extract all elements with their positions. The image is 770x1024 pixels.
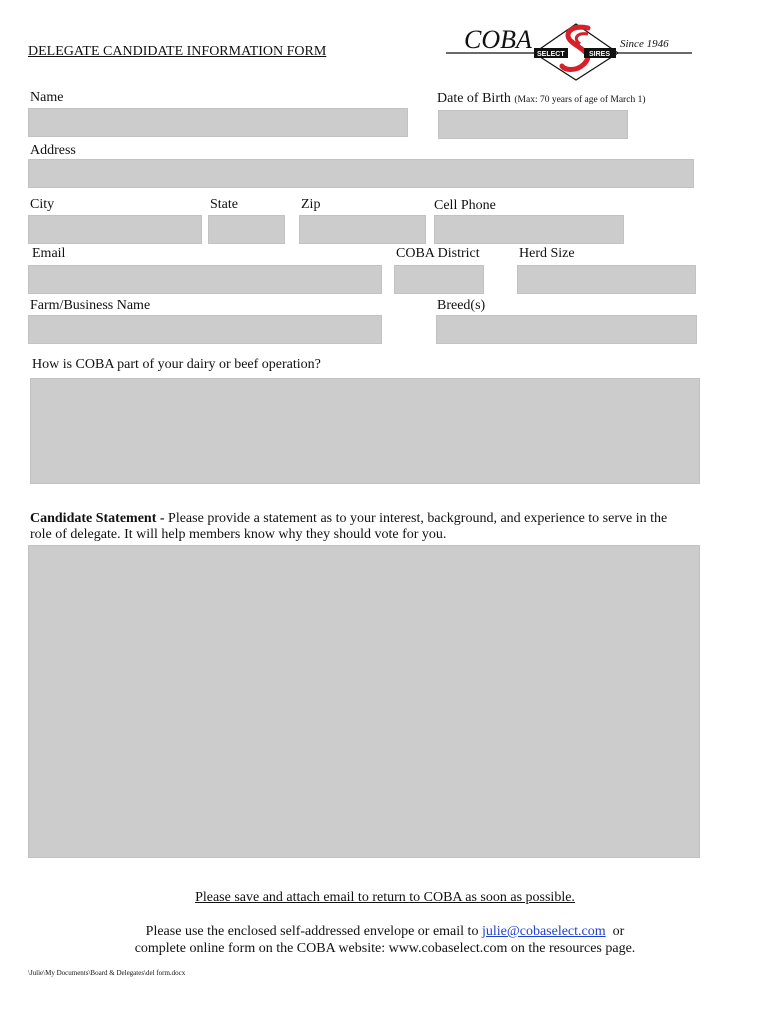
cell-phone-field[interactable] [434,215,624,244]
candidate-statement-field[interactable] [28,545,700,858]
file-path: \Julie\My Documents\Board & Delegates\del form.docx [28,969,186,977]
city-field[interactable] [28,215,202,244]
coba-district-label: COBA District [396,246,480,261]
breeds-label: Breed(s) [437,298,486,313]
cell-phone-label: Cell Phone [434,198,496,213]
city-label: City [30,197,55,212]
dob-label [437,91,645,107]
logo-brand: COBA [464,25,532,54]
name-label: Name [30,90,64,105]
farm-business-name-field[interactable] [28,315,382,344]
zip-field[interactable] [299,215,426,244]
candidate-statement-heading: Candidate Statement - [30,511,165,526]
form-title: DELEGATE CANDIDATE INFORMATION FORM [28,44,327,59]
logo-left-word: SELECT [537,51,565,58]
dob-note: (Max: 70 years of age of March 1) [514,95,646,105]
herd-size-label: Herd Size [519,246,575,261]
breeds-field[interactable] [436,315,697,344]
footer-line-1-end: or [605,924,625,939]
email-link[interactable]: julie@cobaselect.com [481,924,606,939]
candidate-statement-instructions: Please provide a statement as to your interest, background, and experience to serve in the role of delegate. It will help members know why they should vote for you. [30,511,668,542]
state-label: State [210,197,238,212]
farm-business-name-label: Farm/Business Name [30,298,151,313]
logo-since: Since 1946 [620,38,669,50]
footer-line-2: complete online form on the COBA website: www.cobaselect.com on the resources page. [134,941,636,956]
coba-question-label: How is COBA part of your dairy or beef operation? [32,357,321,372]
name-field[interactable] [28,108,408,137]
dob-field[interactable] [438,110,628,139]
address-label: Address [30,143,76,158]
logo-right-word: SIRES [589,51,611,58]
save-note: Please save and attach email to return to COBA as soon as possible. [195,890,575,905]
zip-label: Zip [301,197,321,212]
coba-district-field[interactable] [394,265,484,294]
herd-size-field[interactable] [517,265,696,294]
address-field[interactable] [28,159,694,188]
email-label: Email [32,246,66,261]
coba-question-field[interactable] [30,378,700,484]
candidate-statement-label [30,511,690,543]
state-field[interactable] [208,215,285,244]
dob-label-text: Date of Birth [437,91,511,106]
footer-line-1-text: Please use the enclosed self-addressed envelope or email to [145,924,482,939]
email-field[interactable] [28,265,382,294]
save-note-wrap [0,890,770,906]
coba-logo [444,18,694,82]
footer-line-1 [0,924,770,940]
